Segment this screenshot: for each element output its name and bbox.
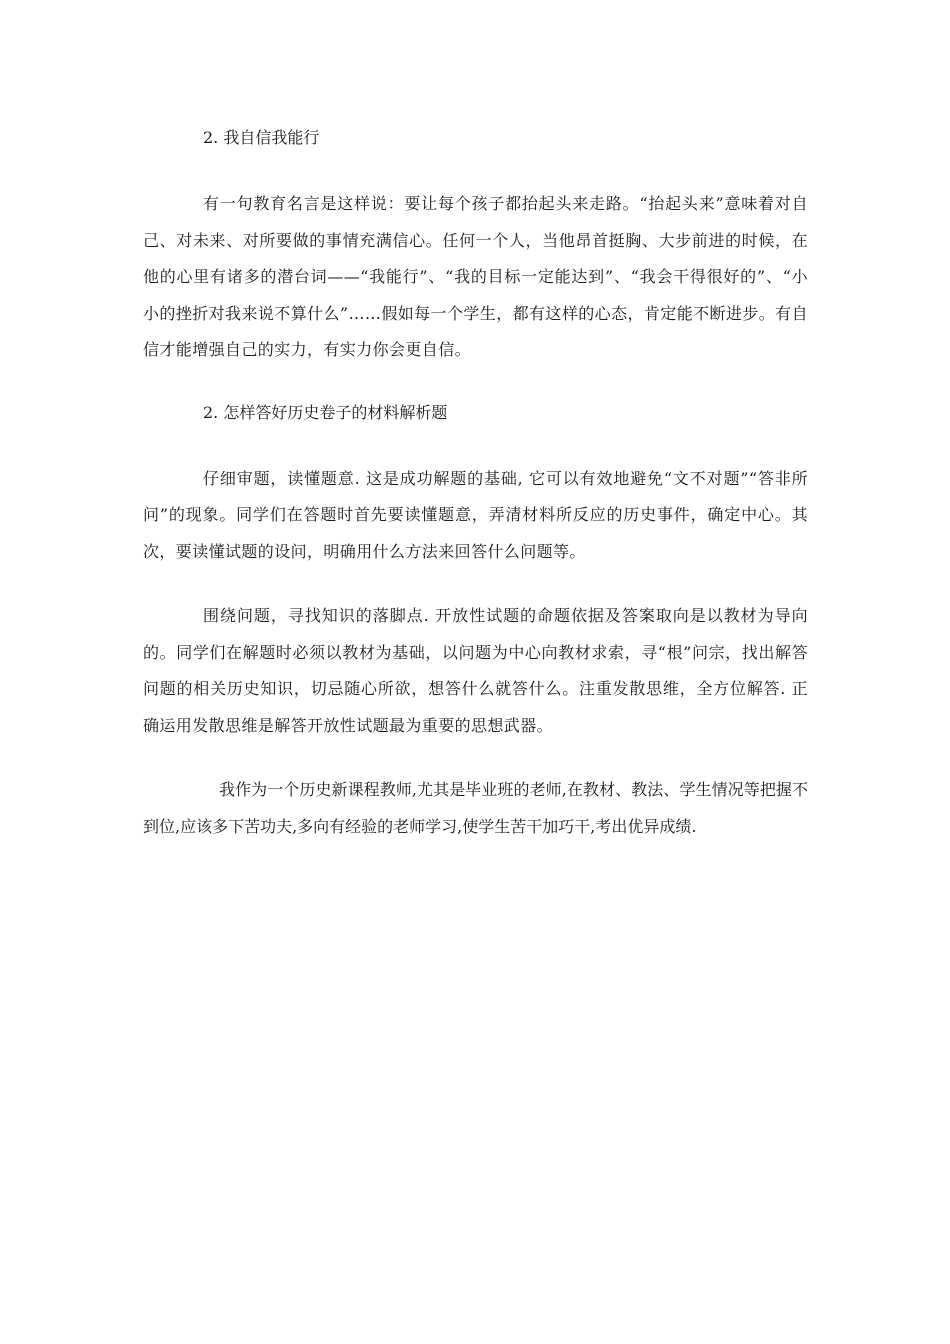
paragraph-self-confidence: 有一句教育名言是这样说：要让每个孩子都抬起头来走路。“抬起头来”意味着对自己、对未来、对所要做的事情充满信心。任何一个人，当他昂首挺胸、大步前进的时候，在他的心里有诸多的潜台词——“我能行”、“我的目标一定能达到”、“我会干得很好的”、“小小的挫折对我来说不算什么”……假如每一个学生，都有这样的心态，肯定能不断进步。有自信才能增强自己的实力，有实力你会更自信。 [143,194,808,359]
document-body [143,122,808,873]
paragraph-read-question: 仔细审题，读懂题意. 这是成功解题的基础, 它可以有效地避免“文不对题”“答非所问”的现象。同学们在答题时首先要读懂题意，弄清材料所反应的历史事件，确定中心。其次，要读懂试题的设问，明确用什么方法来回答什么问题等。 [143,468,808,561]
paragraph-find-knowledge: 围绕问题，寻找知识的落脚点. 开放性试题的命题依据及答案取向是以教材为导向的。同学们在解题时必须以教材为基础，以问题为中心向教材求索，寻“根”问宗，找出解答问题的相关历史知识，切忌随心所欲，想答什么就答什么。注重发散思维，全方位解答. 正确运用发散思维是解答开放性试题最为重要的思想武器。 [143,606,808,735]
paragraph-closing: 我作为一个历史新课程教师,尤其是毕业班的老师,在教材、教法、学生情况等把握不到位,应该多下苦功夫,多向有经验的老师学习,使学生苦干加巧干,考出优异成绩. [143,780,808,836]
section-heading-self-confidence: 2. 我自信我能行 [203,128,320,147]
section-heading-history-exam: 2. 怎样答好历史卷子的材料解析题 [203,402,448,422]
